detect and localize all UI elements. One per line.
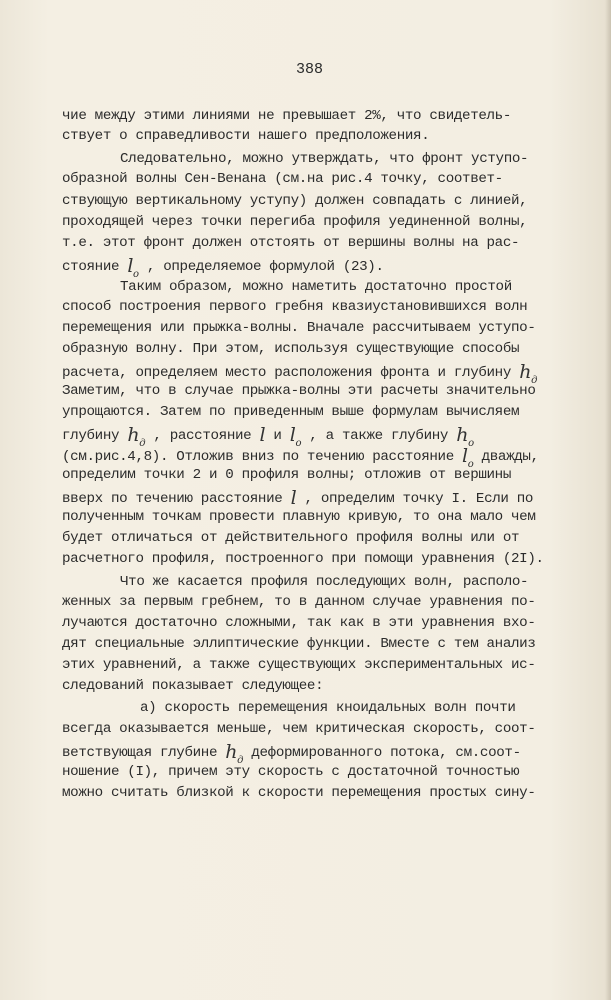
text-line: способ построения первого гребня квазиустановившихся волн xyxy=(62,299,528,315)
text-line: а) скорость перемещения кноидальных волн почти xyxy=(140,700,516,716)
text-line: этих уравнений, а также существующих экспериментальных ис- xyxy=(62,657,536,673)
handwritten-symbol: $l_o$ xyxy=(289,424,302,449)
text-line: ствующую вертикальному уступу) должен совпадать с линией, xyxy=(62,193,528,209)
text-line: перемещения или прыжка-волны. Вначале рассчитываем уступо- xyxy=(62,320,536,336)
text-line: образной волны Сен-Венана (см.на рис.4 точку, соответ- xyxy=(62,171,503,187)
handwritten-symbol: $l_o$ xyxy=(462,445,474,470)
text-line: лучаются достаточно сложными, так как в эти уравнения вхо- xyxy=(62,615,536,631)
text-line: будет отличаться от действительного профиля волны или от xyxy=(62,530,520,546)
text-line: Что же касается профиля последующих волн, располо- xyxy=(120,574,529,590)
text-line: полученным точкам провести плавную кривую, то она мало чем xyxy=(62,509,536,525)
text-line: ветствующая глубине $h_д$ деформированного потока, см.соот- xyxy=(62,741,521,766)
text-line: Следовательно, можно утверждать, что фронт уступо- xyxy=(120,151,529,167)
page-edge-shadow xyxy=(605,0,611,1000)
handwritten-symbol: l xyxy=(290,487,297,509)
text-line: вверх по течению расстояние l , определим точку I. Если по xyxy=(62,487,534,509)
text-line: следований показывает следующее: xyxy=(62,678,324,694)
handwritten-symbol: $h_o$ xyxy=(456,424,474,449)
text-line: ношение (I), причем эту скорость с достаточной точностью xyxy=(62,764,520,780)
text-line: всегда оказывается меньше, чем критическая скорость, соот- xyxy=(62,721,536,737)
text-line: (см.рис.4,8). Отложив вниз по течению расстояние $l_o$ дважды, xyxy=(62,445,539,470)
text-line: чие между этими линиями не превышает 2%, что свидетель- xyxy=(62,108,512,124)
text-line: проходящей через точки перегиба профиля уединенной волны, xyxy=(62,214,528,230)
text-line: женных за первым гребнем, то в данном случае уравнения по- xyxy=(62,594,536,610)
text-line: расчета, определяем место расположения фронта и глубину $h_д$ xyxy=(62,361,538,386)
text-line: стояние $l_o$ , определяемое формулой (23). xyxy=(62,255,384,280)
text-line: Таким образом, можно наметить достаточно простой xyxy=(120,279,512,295)
handwritten-symbol: $h_д$ xyxy=(225,741,244,766)
text-line: Заметим, что в случае прыжка-волны эти расчеты значительно xyxy=(62,383,536,399)
handwritten-symbol: l xyxy=(259,424,266,446)
handwritten-symbol: $h_д$ xyxy=(127,424,146,449)
text-line: определим точки 2 и 0 профиля волны; отложив от вершины xyxy=(62,467,512,483)
text-line: т.е. этот фронт должен отстоять от вершины волны на рас- xyxy=(62,235,520,251)
text-line: можно считать близкой к скорости перемещения простых сину- xyxy=(62,785,536,801)
text-line: образную волну. При этом, используя существующие способы xyxy=(62,341,520,357)
text-line: дят специальные эллиптические функции. Вместе с тем анализ xyxy=(62,636,536,652)
text-line: упрощаются. Затем по приведенным выше формулам вычисляем xyxy=(62,404,520,420)
handwritten-symbol: $l_o$ xyxy=(127,255,139,280)
page-number: 388 xyxy=(296,61,324,78)
handwritten-symbol: $h_д$ xyxy=(519,361,538,386)
text-line: глубину $h_д$ , расстояние l и $l_o$ , а также глубину $h_o$ xyxy=(62,424,474,449)
text-line: ствует о справедливости нашего предположения. xyxy=(62,128,430,144)
text-line: расчетного профиля, построенного при помощи уравнения (2I). xyxy=(62,551,544,567)
